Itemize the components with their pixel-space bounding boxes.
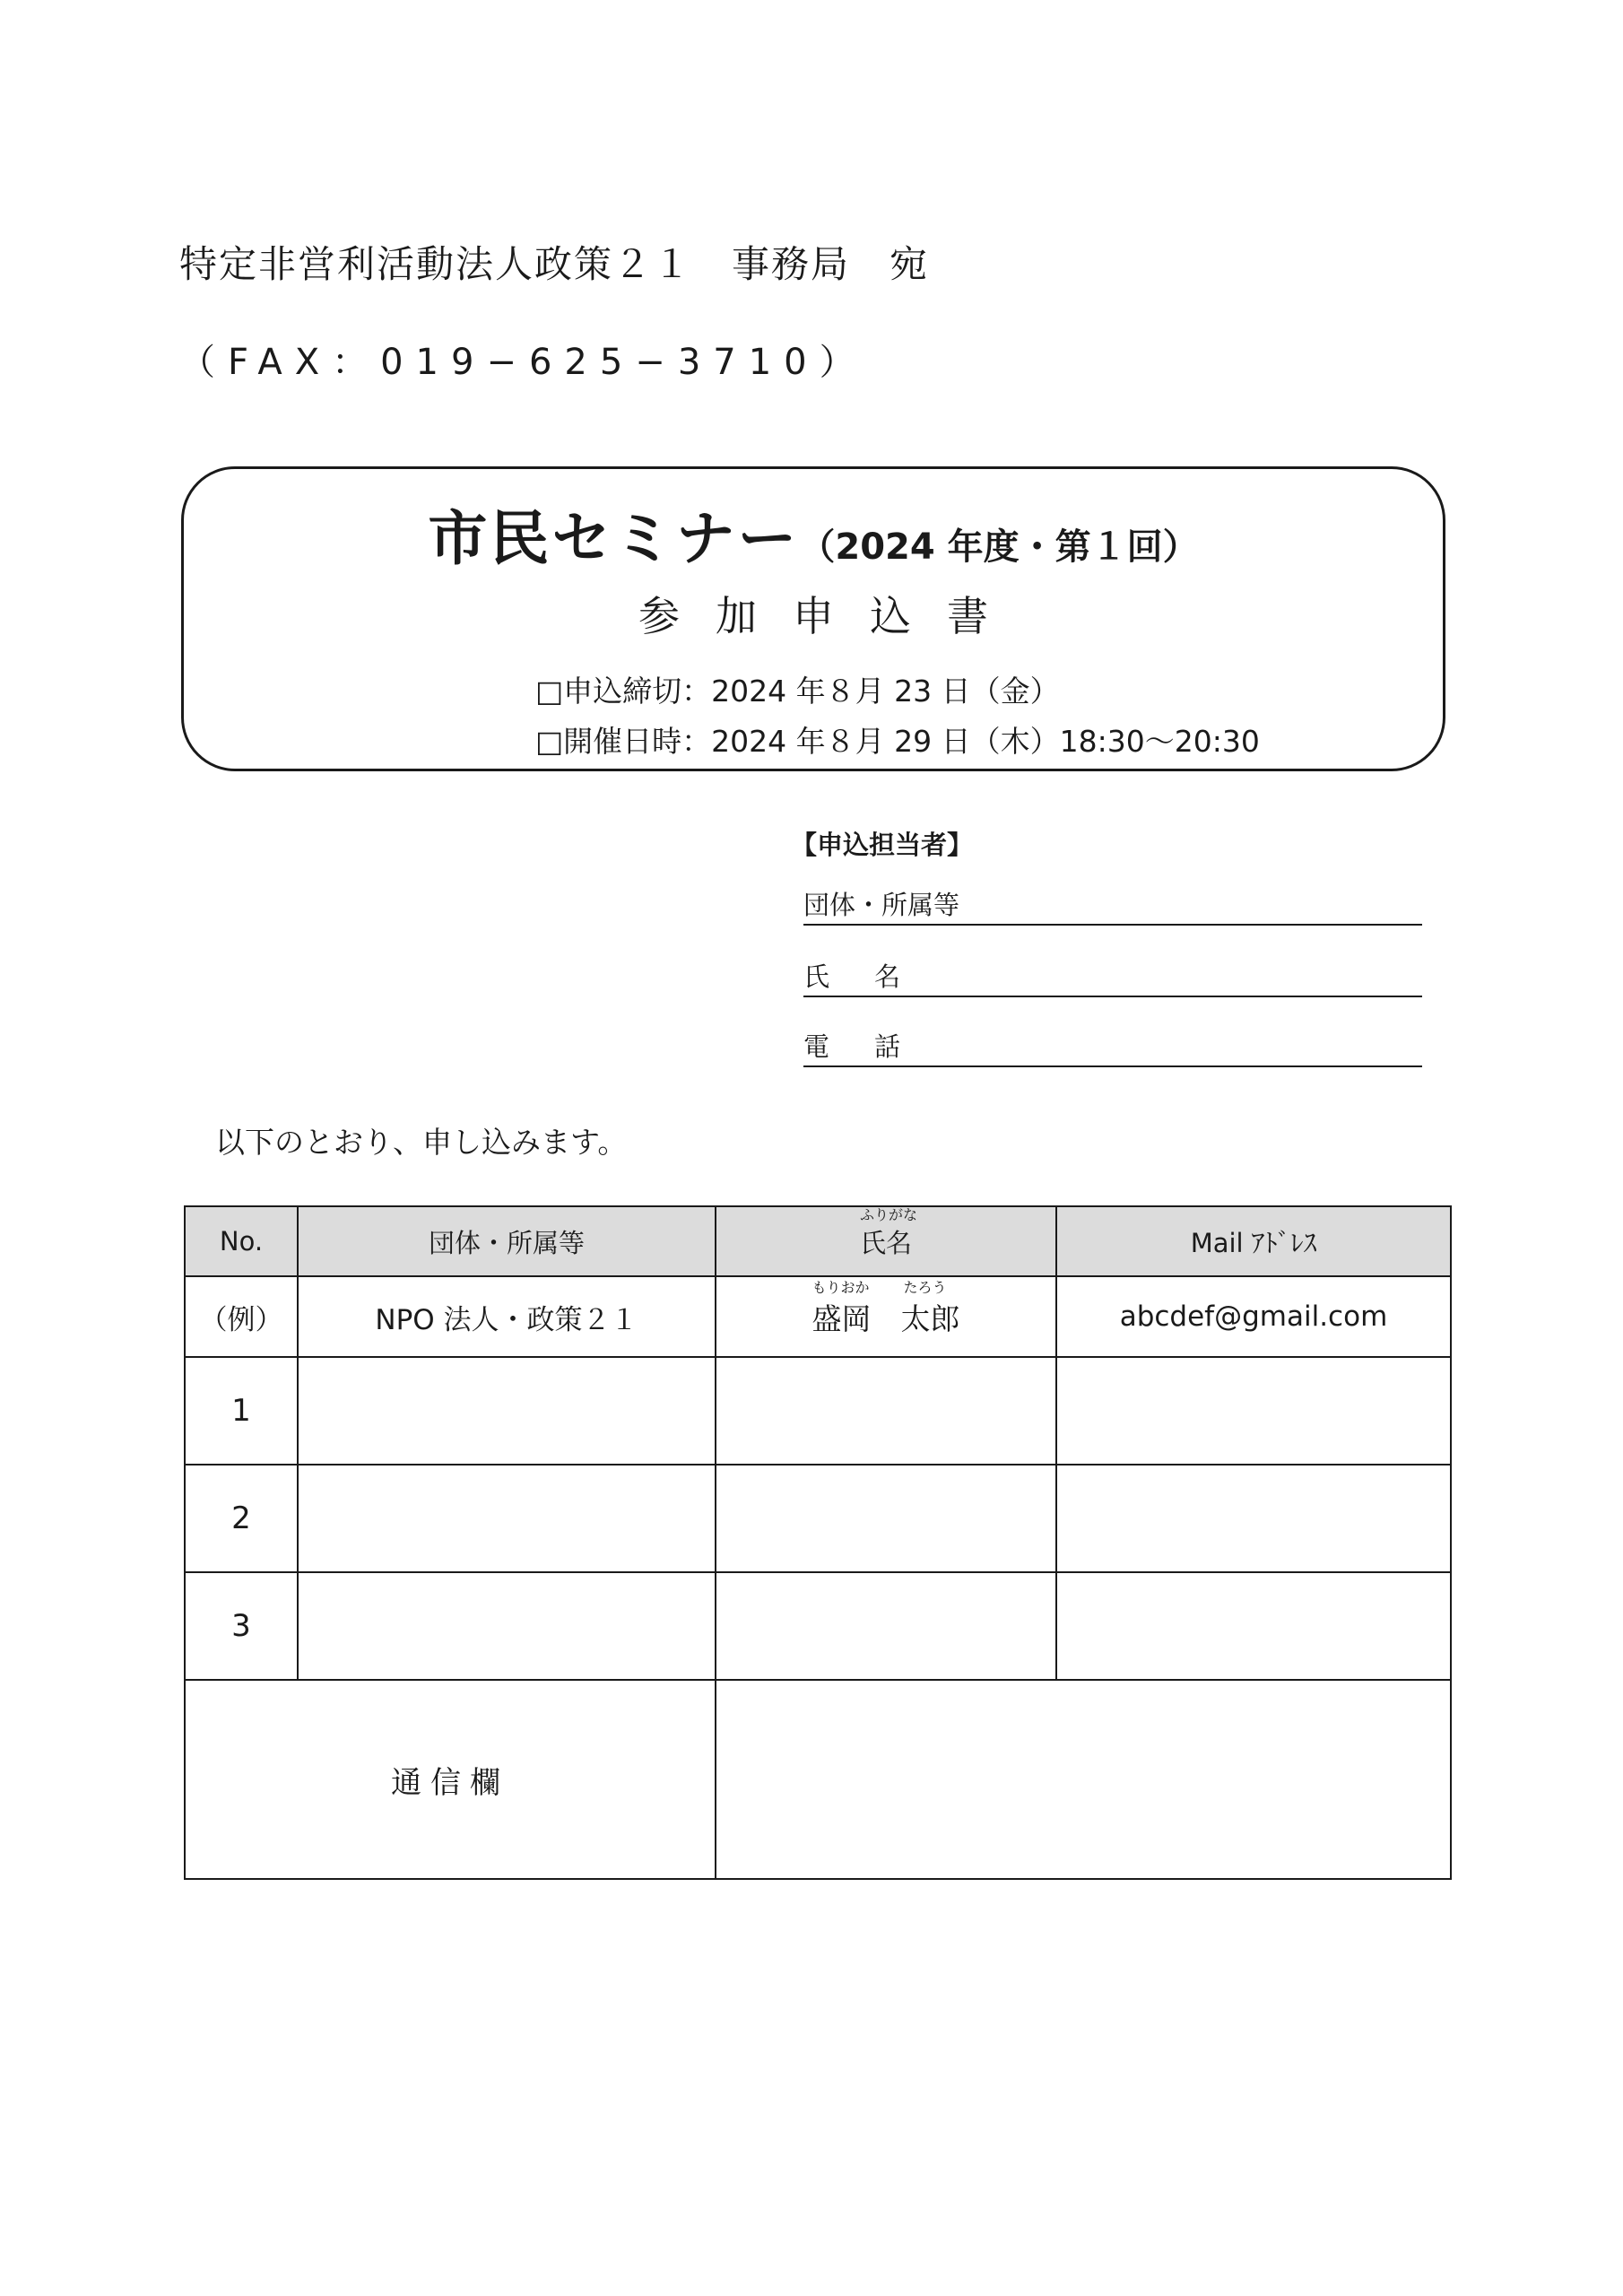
- table-row: [185, 1357, 1451, 1465]
- applicant-org-field[interactable]: [803, 888, 1422, 926]
- intro-text: 以下のとおり、申し込みます。: [215, 1125, 628, 1160]
- title-year-session: （2024 年度・第１回）: [799, 526, 1199, 568]
- row-name-cell[interactable]: [716, 1465, 1056, 1572]
- title-box: [181, 466, 1445, 771]
- row-no: 2: [185, 1465, 298, 1572]
- applicant-name-label: 氏名: [803, 961, 946, 992]
- header-mail: Mail ｱﾄﾞﾚｽ: [1056, 1206, 1451, 1276]
- addressee: 特定非営利活動法人政策２１ 事務局 宛: [179, 242, 930, 286]
- table-row: [185, 1465, 1451, 1572]
- deadline: □申込締切：2024 年８月 23 日（金）: [535, 674, 1060, 709]
- fax-number: （FAX：019−625−3710）: [179, 342, 868, 383]
- applicant-name-field[interactable]: [803, 960, 1422, 997]
- applicant-org-label: 団体・所属等: [803, 890, 960, 920]
- name-header-ruby: [859, 1205, 917, 1260]
- table-row: [185, 1572, 1451, 1680]
- name-header-furigana: ふりがな: [859, 1205, 917, 1223]
- row-name-cell[interactable]: [716, 1572, 1056, 1680]
- header-name: [716, 1206, 1056, 1276]
- applicant-phone-field[interactable]: [803, 1030, 1422, 1067]
- entry-table: [184, 1205, 1452, 1880]
- notes-input-cell[interactable]: [716, 1680, 1451, 1879]
- event-date: □開催日時：2024 年８月 29 日（木）18:30〜20:30: [535, 724, 1260, 759]
- table-header-row: [185, 1206, 1451, 1276]
- notes-label: 通信欄: [391, 1764, 509, 1801]
- seminar-title: [184, 491, 1443, 576]
- notes-row: [185, 1680, 1451, 1879]
- row-no: 3: [185, 1572, 298, 1680]
- notes-label-cell: [185, 1680, 716, 1879]
- row-mail-cell[interactable]: [1056, 1357, 1451, 1465]
- example-no: （例）: [185, 1276, 298, 1357]
- example-name: [716, 1276, 1056, 1357]
- example-name-ruby: [812, 1278, 960, 1338]
- row-mail-cell[interactable]: [1056, 1572, 1451, 1680]
- row-org-cell[interactable]: [298, 1465, 716, 1572]
- example-furigana-given: たろう: [903, 1278, 947, 1296]
- title-text: 市民セミナー: [428, 504, 800, 573]
- row-org-cell[interactable]: [298, 1572, 716, 1680]
- row-name-cell[interactable]: [716, 1357, 1056, 1465]
- example-org: NPO 法人・政策２１: [298, 1276, 716, 1357]
- example-name-text: 盛岡 太郎: [812, 1300, 960, 1336]
- name-header-text: 氏名: [859, 1227, 912, 1258]
- applicant-phone-label: 電話: [803, 1031, 946, 1062]
- header-org: 団体・所属等: [298, 1206, 716, 1276]
- row-mail-cell[interactable]: [1056, 1465, 1451, 1572]
- form-name: 参加申込書: [638, 592, 1024, 640]
- example-furigana-family: もりおか: [812, 1278, 870, 1296]
- example-mail: abcdef@gmail.com: [1056, 1276, 1451, 1357]
- example-row: [185, 1276, 1451, 1357]
- header-no: No.: [185, 1206, 298, 1276]
- row-no: 1: [185, 1357, 298, 1465]
- applicant-heading: 【申込担当者】: [791, 830, 974, 860]
- row-org-cell[interactable]: [298, 1357, 716, 1465]
